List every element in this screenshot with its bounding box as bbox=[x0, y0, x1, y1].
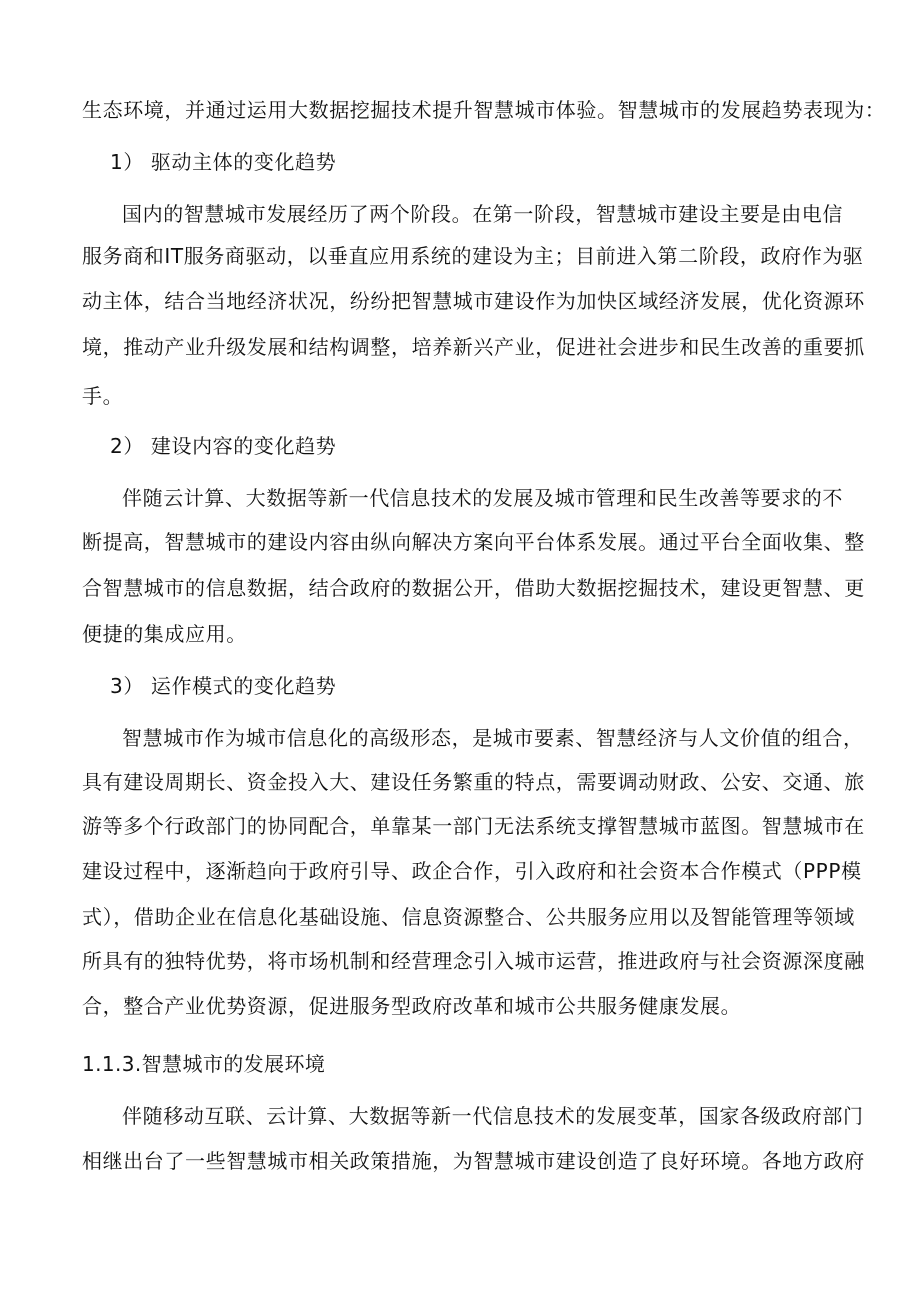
paragraph-line: 动主体，结合当地经济状况，纷纷把智慧城市建设作为加快区域经济发展，优化资源环 bbox=[82, 289, 865, 313]
paragraph-line: 伴随云计算、大数据等新一代信息技术的发展及城市管理和民生改善等要求的不 bbox=[122, 486, 843, 510]
paragraph-line: 伴随移动互联、云计算、大数据等新一代信息技术的发展变革，国家各级政府部门 bbox=[122, 1104, 864, 1128]
subheading-2: 2） 建设内容的变化趋势 bbox=[110, 434, 337, 458]
paragraph-line: 式），借助企业在信息化基础设施、信息资源整合、公共服务应用以及智能管理等领域 bbox=[82, 905, 855, 929]
paragraph-line: 智慧城市作为城市信息化的高级形态，是城市要素、智慧经济与人文价值的组合， bbox=[122, 726, 864, 750]
paragraph-line: 相继出台了一些智慧城市相关政策措施，为智慧城市建设创造了良好环境。各地方政府 bbox=[82, 1149, 865, 1173]
paragraph-line: 合智慧城市的信息数据，结合政府的数据公开，借助大数据挖掘技术，建设更智慧、更 bbox=[82, 576, 865, 600]
paragraph-line: 断提高，智慧城市的建设内容由纵向解决方案向平台体系发展。通过平台全面收集、整 bbox=[82, 530, 865, 554]
paragraph-line: 生态环境，并通过运用大数据挖掘技术提升智慧城市体验。智慧城市的发展趋势表现为： bbox=[82, 98, 886, 122]
paragraph-line: 所具有的独特优势，将市场机制和经营理念引入城市运营，推进政府与社会资源深度融 bbox=[82, 949, 865, 973]
paragraph-line: 境，推动产业升级发展和结构调整，培养新兴产业，促进社会进步和民生改善的重要抓 bbox=[82, 335, 865, 359]
paragraph-line: 具有建设周期长、资金投入大、建设任务繁重的特点，需要调动财政、公安、交通、旅 bbox=[82, 770, 865, 794]
paragraph-line: 国内的智慧城市发展经历了两个阶段。在第一阶段，智慧城市建设主要是由电信 bbox=[122, 202, 843, 226]
paragraph-line: 建设过程中，逐渐趋向于政府引导、政企合作，引入政府和社会资本合作模式（PPP模 bbox=[82, 859, 862, 883]
paragraph-line: 手。 bbox=[82, 384, 124, 408]
subheading-1: 1） 驱动主体的变化趋势 bbox=[110, 150, 337, 174]
paragraph-line: 便捷的集成应用。 bbox=[82, 622, 247, 646]
subheading-3: 3） 运作模式的变化趋势 bbox=[110, 674, 337, 698]
paragraph-line: 合，整合产业优势资源，促进服务型政府改革和城市公共服务健康发展。 bbox=[82, 994, 742, 1018]
section-heading: 1.1.3.智慧城市的发展环境 bbox=[82, 1052, 326, 1076]
paragraph-line: 服务商和IT服务商驱动，以垂直应用系统的建设为主；目前进入第二阶段，政府作为驱 bbox=[82, 244, 864, 268]
paragraph-line: 游等多个行政部门的协同配合，单靠某一部门无法系统支撑智慧城市蓝图。智慧城市在 bbox=[82, 814, 865, 838]
